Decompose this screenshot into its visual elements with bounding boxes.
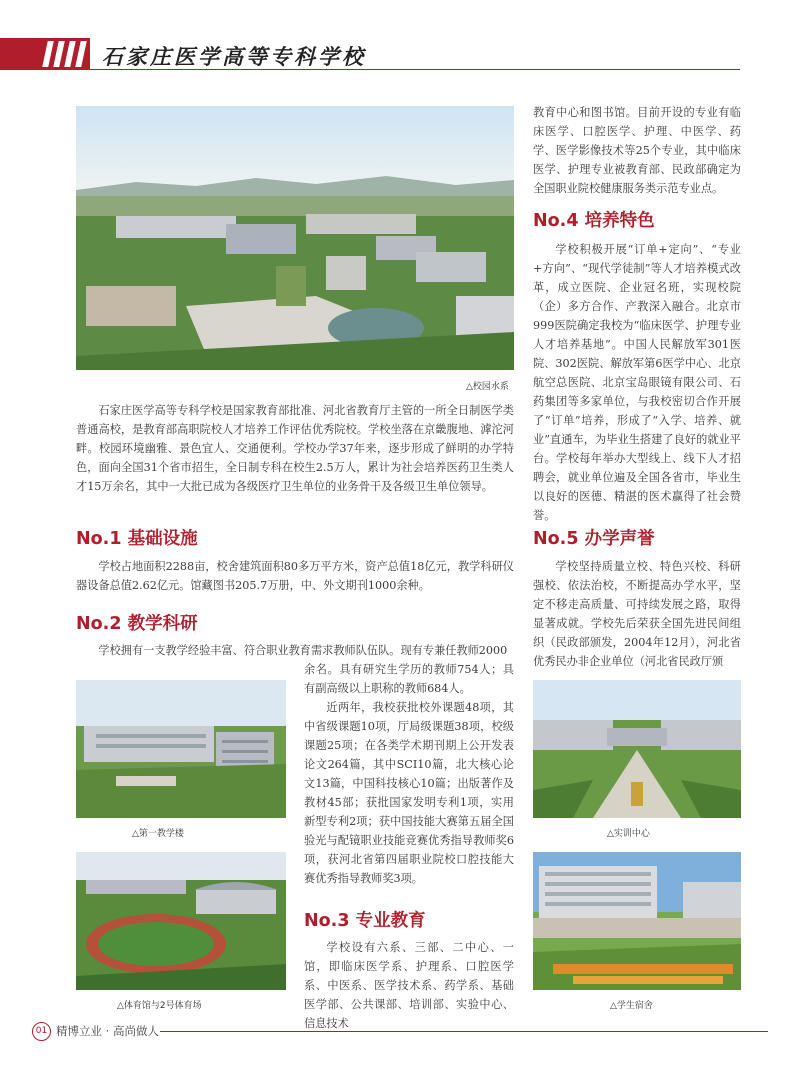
- footer-slogan: 精博立业 · 高尚做人: [56, 1024, 159, 1038]
- caption-dorm: △学生宿舍: [610, 1001, 653, 1011]
- section-body-teaching-narrow: 余名。具有研究生学历的教师754人；具有副高级以上职称的教师684人。 近两年，我校获批校外课题48项，其中省级课题10项，厅局级课题38项，校级课题25项；在各类学术期刊期上公开发表论文264篇，其中SCI10篇，北大核心论文13篇，中国科技核心10篇；出版著作及教材45部；获批国家发明专利1项，实用新型专利2项；获中国技能大赛第五届全国验光与配镜职业技能竞赛优秀指导教师奖6项，获河北省第四届职业院校口腔技能大赛优秀指导教师奖3项。: [304, 663, 514, 885]
- training-center-photo: [533, 680, 741, 818]
- caption-teaching: △第一教学楼: [132, 829, 184, 839]
- section-body-infrastructure: 学校占地面积2288亩，校舍建筑面积80多万平方米，资产总值18亿元，教学科研仪器设备总值2.62亿元。馆藏图书205.7万册，中、外文期刊1000余种。: [76, 560, 514, 592]
- section-body-reputation: 学校坚持质量立校、特色兴校、科研强校、依法治校，不断提高办学水平，坚定不移走高质量、可持续发展之路，取得显著成就。学校先后荣获全国先进民间组织（民政部颁发，2004年12月），河北省优秀民办非企业单位（河北省民政厅颁: [533, 560, 741, 668]
- caption-training: △实训中心: [607, 829, 650, 839]
- caption-gym: △体育馆与2号体育场: [117, 1001, 202, 1011]
- gym-stadium-photo: [76, 852, 286, 990]
- student-dorm-photo: [533, 852, 741, 990]
- section-heading-training: No.4 培养特色: [533, 211, 655, 231]
- header-stripes-icon: [45, 41, 84, 67]
- page-number: 01: [32, 1022, 51, 1041]
- section-body-teaching-wide: 学校拥有一支教学经验丰富、符合职业教育需求教师队伍队。现有专兼任教师2000: [98, 644, 508, 657]
- section-heading-infrastructure: No.1 基础设施: [76, 529, 198, 549]
- section-heading-reputation: No.5 办学声誉: [533, 529, 655, 549]
- teaching-building-photo: [76, 680, 286, 818]
- section-heading-majors: No.3 专业教育: [304, 911, 426, 931]
- majors-continued-paragraph: 教育中心和图书馆。目前开设的专业有临床医学、口腔医学、护理、中医学、药学、医学影像技术等25个专业，其中临床医学、护理专业被教育部、民政部确定为全国职业院校健康服务类示范专业点。: [533, 106, 741, 195]
- section-heading-teaching: No.2 教学科研: [76, 614, 198, 634]
- section-body-training: 学校积极开展“订单+定向”、“专业+方向”、“现代学徒制”等人才培养模式改革，成立医院、企业冠名班，实现校院（企）多方合作、产教深入融合。北京市999医院确定我校为“临床医学、护理专业人才培养基地”。中国人民解放军301医院、302医院、解放军第6医学中心、北京航空总医院、北京宝岛眼镜有限公司、石药集团等多家单位，与我校密切合作开展了“订单”培养，形成了“入学、培养、就业”直通车，为毕业生搭建了良好的就业平台。学校每年举办大型线上、线下人才招聘会，就业单位遍及全国各省市，毕业生以良好的医德、精湛的医术赢得了社会赞誉。: [533, 243, 741, 522]
- intro-paragraph: 石家庄医学高等专科学校是国家教育部批准、河北省教育厅主管的一所全日制医学类普通高校，是教育部高职院校人才培养工作评估优秀院校。学校坐落在京畿腹地、滹沱河畔。校园环境幽雅、景色宜人、交通便利。学校办学37年来，逐步形成了鲜明的办学特色，面向全国31个省市招生，全日制专科在校生2.5万人，累计为社会培养医药卫生类人才15万余名，其中一大批已成为各级医疗卫生单位的业务骨干及各级卫生单位领导。: [76, 404, 514, 493]
- caption-campus: △校园水系: [466, 382, 509, 392]
- footer-rule: [160, 1031, 768, 1032]
- header-rule: [90, 69, 740, 70]
- page-header-title: 石家庄医学高等专科学校: [102, 44, 366, 69]
- campus-aerial-photo: [76, 106, 514, 370]
- section-body-majors: 学校设有六系、三部、二中心、一馆，即临床医学系、护理系、口腔医学系、中医系、医学技术系、药学系、基础医学部、公共课部、培训部、实验中心、信息技术: [304, 941, 514, 1030]
